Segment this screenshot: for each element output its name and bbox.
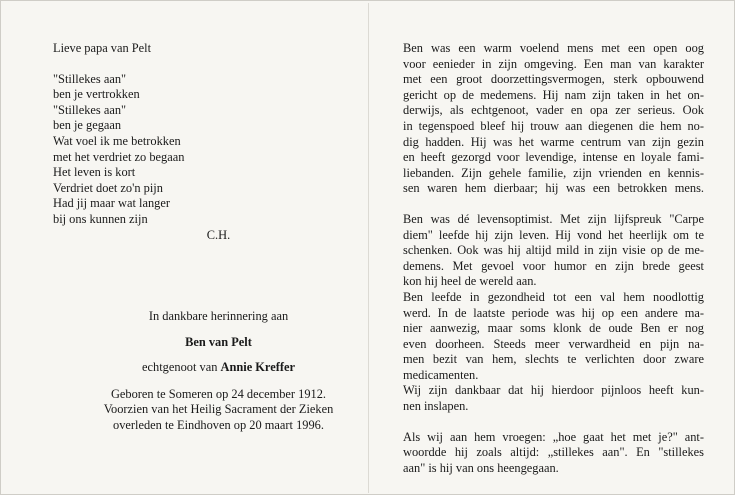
tribute-line: aan" is hij van ons heengegaan. xyxy=(403,460,559,475)
tribute-line: en heeft gezorgd voor levendige, intense en loyale fami- xyxy=(403,150,704,165)
tribute-paragraph-2 xyxy=(403,212,704,415)
tribute-line: medicamenten. xyxy=(403,367,479,382)
card-fold xyxy=(368,3,369,493)
tribute-line: even doorheen. Steeds meer verwardheid en pijn na- xyxy=(403,336,704,351)
spouse-name: Annie Kreffer xyxy=(220,360,295,374)
tribute-paragraph-3 xyxy=(403,430,704,477)
poem-line: Had jij maar wat langer xyxy=(53,196,170,211)
tribute-line: nen inslapen. xyxy=(403,399,469,414)
poem-body xyxy=(53,72,323,228)
poem-line: ben je vertrokken xyxy=(53,87,140,102)
poem-line: met het verdriet zo begaan xyxy=(53,149,185,164)
tribute-line: derwijs, als echtgenoot, vader en opa zer serieus. Ook xyxy=(403,103,704,118)
poem-line: "Stillekes aan" xyxy=(53,71,127,86)
tribute-line: demens. Met gevoel voor humor en zijn brede geest xyxy=(403,258,704,273)
spouse-line xyxy=(91,360,346,376)
tribute-paragraph-1 xyxy=(403,41,704,197)
memorial-intro: In dankbare herinnering aan xyxy=(148,309,289,323)
tribute-line: woordde hij zoals altijd: „stillekes aan". En "stillekes xyxy=(403,445,704,460)
poem-line: Verdriet doet zo'n pijn xyxy=(53,180,163,195)
sacrament-line: Voorzien van het Heilig Sacrament der Zieken xyxy=(103,402,334,416)
tribute-panel xyxy=(403,41,704,476)
tribute-line: liebanden. Zijn gehele familie, zijn vrienden en kennis- xyxy=(403,165,704,180)
poem-greeting: Lieve papa van Pelt xyxy=(53,41,152,55)
poem-line: ben je gegaan xyxy=(53,118,122,133)
tribute-line: diem" leefde hij zijn leven. Hij vond het heerlijk om te xyxy=(403,227,704,242)
birth-line: Geboren te Someren op 24 december 1912. xyxy=(110,387,327,401)
tribute-line: sen waren hem dierbaar; hij was een betrokken mens. xyxy=(403,181,704,196)
poem-line: Het leven is kort xyxy=(53,165,136,180)
poem-line: "Stillekes aan" xyxy=(53,102,127,117)
death-line: overleden te Eindhoven op 20 maart 1996. xyxy=(113,418,324,432)
tribute-line: Wij zijn dankbaar dat hij hierdoor pijnloos heeft kun- xyxy=(403,383,704,398)
tribute-line: met een groot doorzettingsvermogen, sterk opbouwend xyxy=(403,72,704,87)
tribute-line: werd. In de laatste periode was hij op een andere ma- xyxy=(403,305,704,320)
spouse-prefix: echtgenoot van xyxy=(142,360,218,374)
tribute-line: voor eenieder in zijn omgeving. Een man van karakter xyxy=(403,56,704,71)
tribute-line: schenken. Ook was hij altijd mild in zijn visie op de me- xyxy=(403,243,704,258)
tribute-line: dig hadden. Hij was het warme centrum van zijn gezin xyxy=(403,134,704,149)
poem-panel xyxy=(53,41,323,228)
tribute-line: Ben leefde in gezondheid tot een val hem noodlottig xyxy=(403,289,704,304)
tribute-line: Ben was dé levensoptimist. Met zijn lijfspreuk "Carpe xyxy=(403,211,704,226)
tribute-line: men bezit van hem, slechts te verlichten door zware xyxy=(403,352,704,367)
poem-initials: C.H. xyxy=(206,228,231,242)
deceased-name: Ben van Pelt xyxy=(185,335,252,349)
tribute-line: Als wij aan hem vroegen: „hoe gaat het met je?" ant- xyxy=(403,429,704,444)
tribute-line: nier aanwezig, maar soms klonk de oude Ben er nog xyxy=(403,321,704,336)
tribute-line: gericht op de medemens. Hij nam zijn taken in het on- xyxy=(403,87,704,102)
tribute-line: in tegenspoed bleef hij trouw aan diegenen die hem no- xyxy=(403,118,704,133)
tribute-line: kon hij heel de wereld aan. xyxy=(403,274,537,289)
tribute-line: Ben was een warm voelend mens met een open oog xyxy=(403,41,704,55)
poem-line: bij ons kunnen zijn xyxy=(53,211,148,226)
poem-line: Wat voel ik me betrokken xyxy=(53,133,181,148)
